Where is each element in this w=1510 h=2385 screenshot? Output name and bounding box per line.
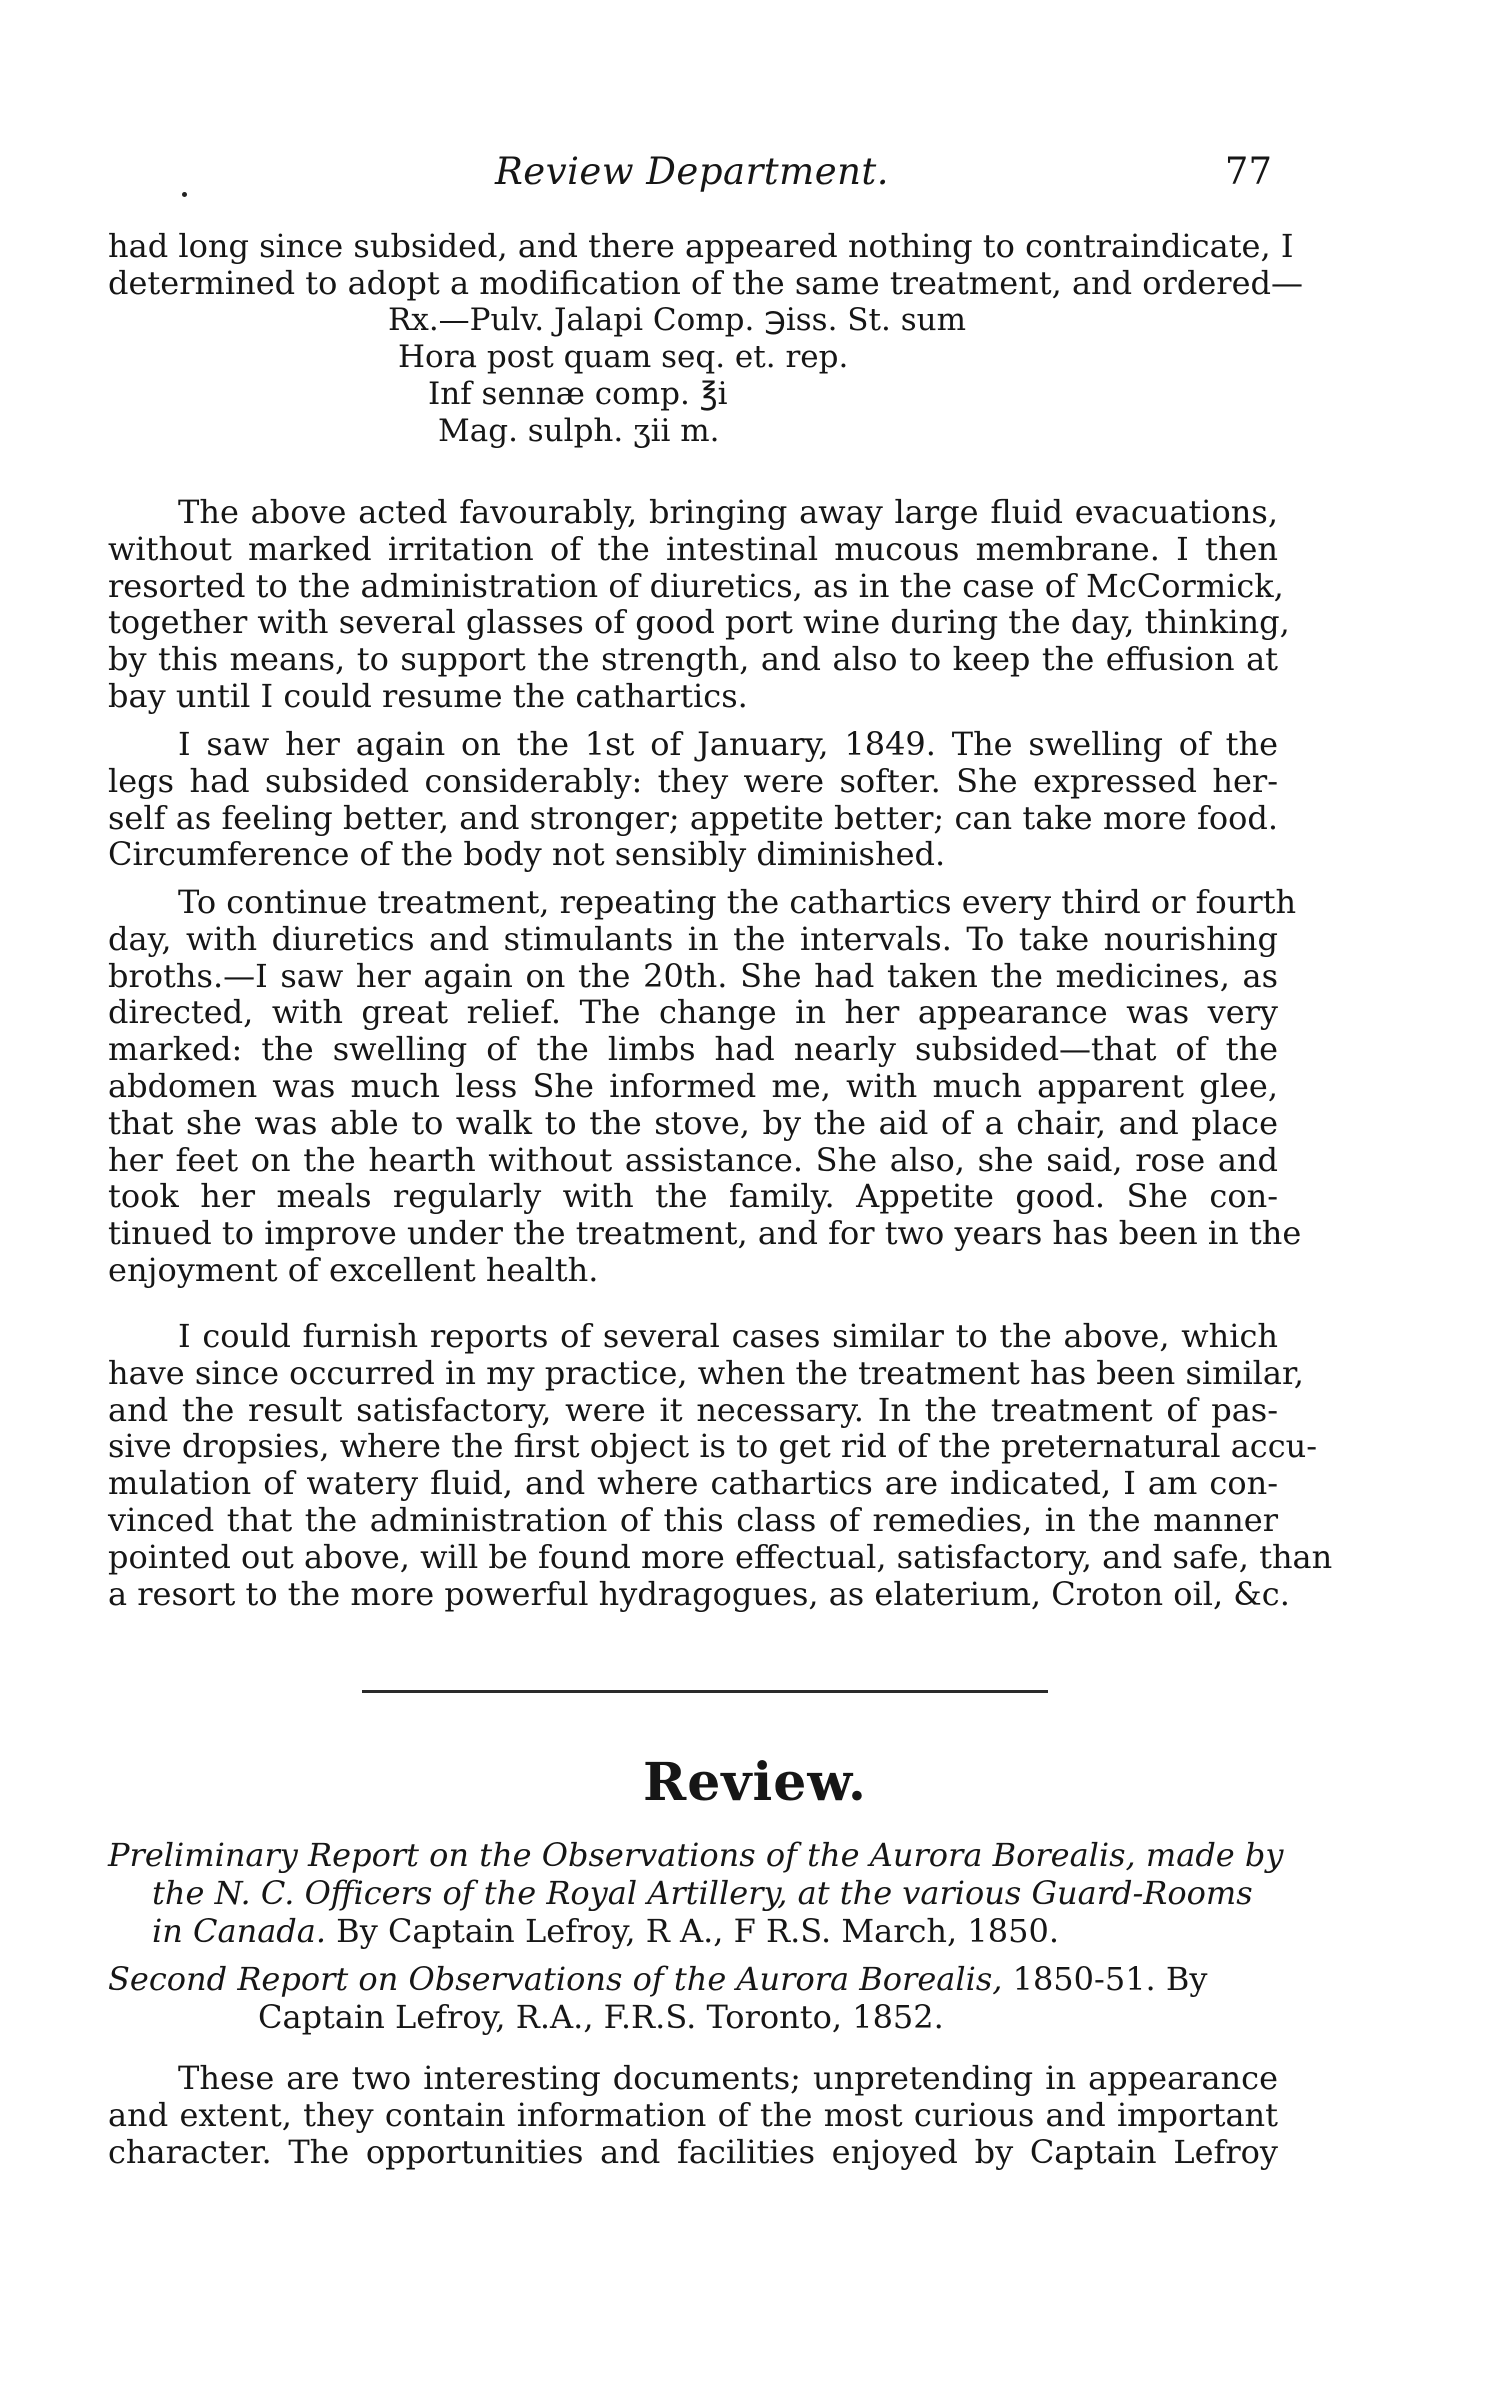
text-line: and extent, they contain information of the most curious and important <box>108 2095 1278 2134</box>
section-heading: Review. <box>643 1752 867 1813</box>
citation-title: Preliminary Report on the Observations of the Aurora Borealis, made by <box>108 1836 1284 1874</box>
review-citation-1 <box>108 1836 1284 1950</box>
text-line: I saw her again on the 1st of January, 1849. The swelling of the <box>178 725 1278 763</box>
text-line: enjoyment of excellent health. <box>108 1250 599 1289</box>
text-line: legs had subsided considerably: they were softer. She expressed her- <box>108 761 1278 800</box>
text-line: had long since subsided, and there appeared nothing to contraindicate, I <box>108 227 1294 265</box>
review-paragraph <box>108 2060 1278 2170</box>
text-line: have since occurred in my practice, when the treatment has been similar, <box>108 1353 1304 1392</box>
text-line: took her meals regularly with the family. Appetite good. She con- <box>108 1177 1278 1216</box>
citation-author-date: By Captain Lefroy, R A., F R.S. March, 1850. <box>326 1912 1059 1950</box>
paragraph <box>108 883 1302 1289</box>
text-line: These are two interesting documents; unpretending in appearance <box>178 2059 1278 2097</box>
prescription-block <box>388 302 1188 450</box>
paragraph <box>108 1317 1333 1613</box>
text-line: by this means, to support the strength, and also to keep the effusion at <box>108 640 1278 679</box>
page-number: 77 <box>1224 150 1272 193</box>
text-line: and the result satisfactory, were it necessary. In the treatment of pas- <box>108 1390 1278 1429</box>
citation-title: the N. C. Officers of the Royal Artillery, at the various Guard-Rooms <box>152 1874 1253 1912</box>
text-line: vinced that the administration of this class of remedies, in the manner <box>108 1500 1278 1539</box>
running-head: Review Department. <box>494 150 890 193</box>
citation-title: Second Report on Observations of the Aurora Borealis, <box>108 1960 1003 1998</box>
text-line: directed, with great relief. The change in her appearance was very <box>108 993 1278 1032</box>
citation-line <box>108 1874 1278 1912</box>
paragraph <box>108 726 1278 873</box>
text-line: pointed out above, will be found more effectual, satisfactory, and safe, than <box>108 1537 1333 1576</box>
text-line: without marked irritation of the intestinal mucous membrane. I then <box>108 529 1278 568</box>
citation-dates: 1850-51. By <box>1002 1960 1208 1998</box>
text-line: sive dropsies, where the first object is to get rid of the preternatural accu- <box>108 1427 1318 1466</box>
paragraph-continuation <box>108 227 1303 302</box>
prescription-line: Hora post quam seq. et. rep. <box>398 339 849 375</box>
review-citation-2 <box>108 1960 1278 2036</box>
text-line: determined to adopt a modification of the same treatment, and ordered— <box>108 263 1303 302</box>
text-line: her feet on the hearth without assistance. She also, she said, rose and <box>108 1140 1278 1179</box>
text-line: character. The opportunities and facilities enjoyed by Captain Lefroy <box>108 2132 1278 2171</box>
citation-line <box>108 1836 1284 1874</box>
prescription-line: Rx.—Pulv. Jalapi Comp. ℈iss. St. sum <box>388 302 966 338</box>
paragraph <box>108 493 1290 715</box>
text-line: marked: the swelling of the limbs had nearly subsided—that of the <box>108 1030 1278 1069</box>
text-line: together with several glasses of good port wine during the day, thinking, <box>108 603 1290 642</box>
text-line: resorted to the administration of diuretics, as in the case of McCormick, <box>108 566 1284 605</box>
text-line: a resort to the more powerful hydragogues, as elaterium, Croton oil, &c. <box>108 1574 1290 1613</box>
text-line: broths.—I saw her again on the 20th. She had taken the medicines, as <box>108 956 1278 995</box>
section-divider <box>362 1690 1048 1693</box>
text-line: abdomen was much less She informed me, with much apparent glee, <box>108 1066 1278 1105</box>
text-line: To continue treatment, repeating the cathartics every third or fourth <box>178 883 1297 921</box>
citation-title: in Canada. <box>152 1912 326 1950</box>
text-line: self as feeling better, and stronger; appetite better; can take more food. <box>108 798 1278 837</box>
citation-author-line: Captain Lefroy, R.A., F.R.S. Toronto, 1852. <box>258 1998 944 2036</box>
text-line: The above acted favourably, bringing away large fluid evacuations, <box>178 493 1278 531</box>
ink-speck <box>182 192 187 197</box>
page-header <box>112 150 1272 200</box>
text-line: bay until I could resume the cathartics. <box>108 676 748 715</box>
text-line: Circumference of the body not sensibly diminished. <box>108 835 946 874</box>
citation-line <box>108 1912 1278 1950</box>
text-line: tinued to improve under the treatment, and for two years has been in the <box>108 1214 1302 1253</box>
text-line: that she was able to walk to the stove, by the aid of a chair, and place <box>108 1103 1278 1142</box>
citation-line <box>108 1960 1278 1998</box>
text-line: I could furnish reports of several cases similar to the above, which <box>178 1317 1278 1355</box>
text-line: day, with diuretics and stimulants in the intervals. To take nourishing <box>108 919 1278 958</box>
prescription-line: Inf sennæ comp. ℥i <box>428 376 728 412</box>
text-line: mulation of watery fluid, and where cathartics are indicated, I am con- <box>108 1464 1278 1503</box>
prescription-line: Mag. sulph. ʒii m. <box>438 413 720 449</box>
